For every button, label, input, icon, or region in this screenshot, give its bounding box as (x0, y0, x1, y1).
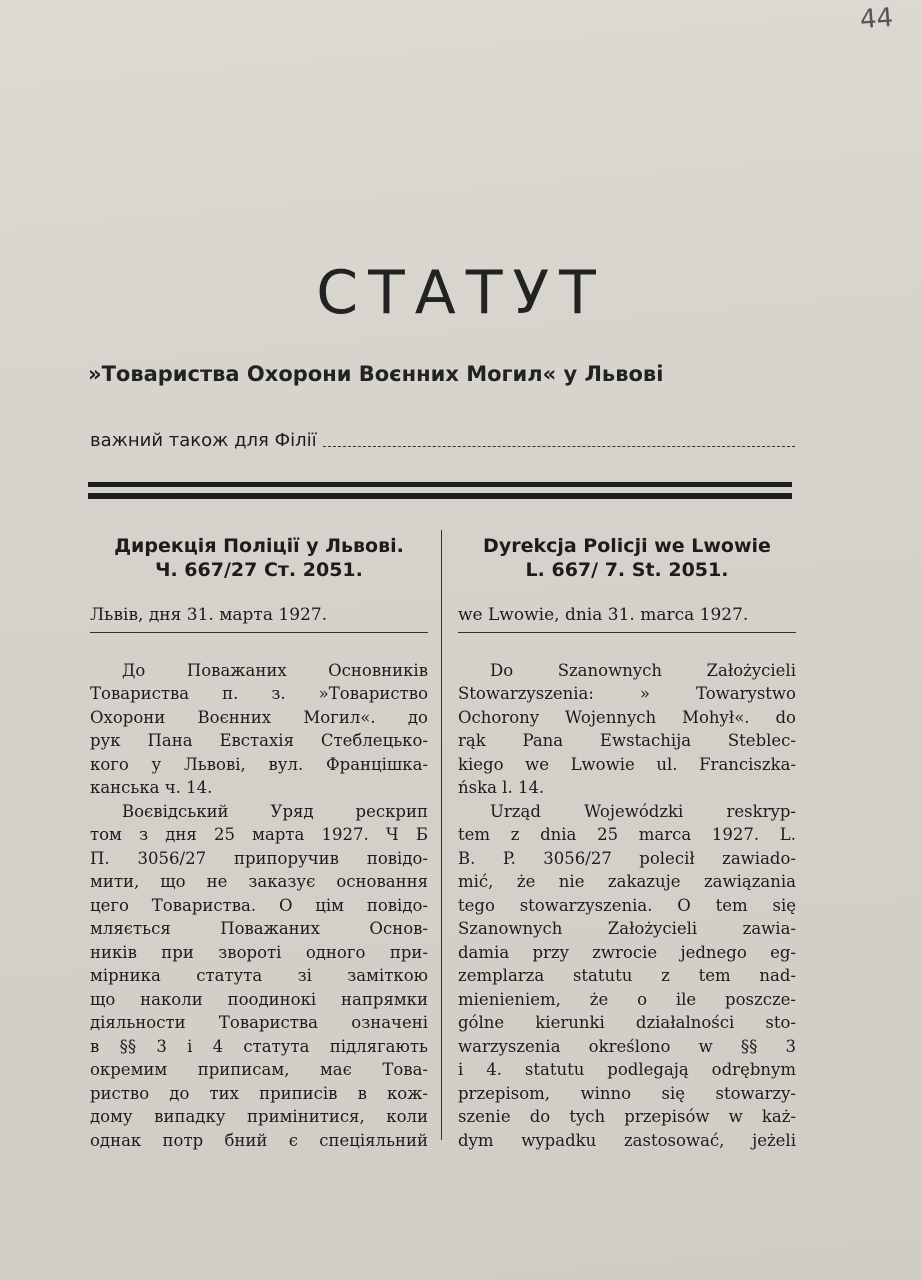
text-line: zemplarza statutu z tem nad- (458, 966, 796, 985)
text-line: ників при звороті одного при- (90, 942, 428, 962)
text-line: окремим приписам, має Това- (90, 1060, 428, 1079)
left-date-rule (90, 632, 428, 633)
text-line: tego stowarzyszenia. O tem się (458, 895, 796, 915)
text-line: цего Товариства. О цім повідо- (90, 895, 428, 915)
text-line: в §§ 3 і 4 статута підлягають (90, 1036, 428, 1056)
text-line: Воєвідський Уряд рескрип (122, 801, 428, 821)
branch-blank-field (323, 446, 795, 447)
text-line: B. P. 3056/27 polecił zawiado- (458, 848, 796, 868)
text-line: мляється Поважаних Основ- (90, 919, 428, 938)
text-line: Urząd Wojewódzki reskryp- (490, 801, 796, 821)
text-line: warzyszenia określono w §§ 3 (458, 1036, 796, 1056)
text-line: рук Пана Евстахія Стеблецько- (90, 731, 428, 750)
text-line: однак потр бний є спеціяльний (90, 1130, 428, 1150)
text-line: damia przy zwrocie jednego eg- (458, 942, 796, 962)
text-line: mienieniem, że o ile poszcze- (458, 989, 796, 1009)
document-subtitle: »Товариства Охорони Воєнних Могил« у Львові (88, 362, 664, 386)
text-line: rąk Pana Ewstachija Stebleс- (458, 731, 796, 750)
text-line: ńska l. 14. (458, 778, 545, 797)
text-line: том з дня 25 марта 1927. Ч Б (90, 825, 428, 844)
text-line: Stowarzyszenia: » Towarystwo (458, 684, 796, 703)
right-date: we Lwowie, dnia 31. marca 1927. (458, 605, 749, 625)
text-line: До Поважаних Основників (122, 660, 428, 680)
text-line: Do Szanownych Założycieli (490, 660, 796, 680)
text-line: кого у Львові, вул. Францішка- (90, 754, 428, 774)
text-line: Ochorony Wojennych Mohył«. do (458, 707, 796, 727)
right-paragraph-2 (458, 800, 796, 1153)
left-paragraph-2 (90, 800, 428, 1153)
text-line: мити, що не заказує основання (90, 872, 428, 891)
branch-label: важний також для Філії (90, 430, 317, 451)
header-rule-bottom (88, 493, 792, 499)
text-line: канська ч. 14. (90, 778, 213, 797)
text-line: i 4. statutu podlegają odrębnym (458, 1060, 796, 1079)
text-line: Охорони Воєнних Могил«. до (90, 707, 428, 727)
text-line: що наколи поодинокі напрямки (90, 989, 428, 1009)
right-column-polish (458, 534, 796, 1152)
column-divider (441, 530, 442, 1140)
handwritten-page-number: 44 (858, 2, 895, 36)
text-line: gólne kierunki działalności sto- (458, 1013, 796, 1032)
left-header-line1: Дирекція Поліції у Львові. (114, 535, 404, 557)
text-line: П. 3056/27 припоручив повідо- (90, 848, 428, 868)
text-line: діяльности Товариства означені (90, 1013, 428, 1032)
text-line: дому випадку примінитися, коли (90, 1107, 428, 1126)
text-line: tem z dnia 25 marca 1927. L. (458, 825, 796, 844)
text-line: риство до тих приписів в кож- (90, 1083, 428, 1103)
left-column-ukrainian (90, 534, 428, 1152)
branch-line (90, 430, 795, 451)
text-line: мірника статута зі заміткою (90, 966, 428, 985)
text-line: kiego we Lwowie ul. Franciszka- (458, 754, 796, 774)
text-line: szenie do tych przepisów w każ- (458, 1107, 796, 1126)
text-line: dym wypadku zastosować, jeżeli (458, 1130, 796, 1150)
text-line: Szanownych Założycieli zawia- (458, 919, 796, 938)
document-title: СТАТУТ (316, 258, 606, 328)
text-line: przepisom, winno się stowarzy- (458, 1083, 796, 1103)
right-header-line2: L. 667/ 7. St. 2051. (525, 559, 729, 581)
text-line: mić, że nie zakazuje zawiązania (458, 872, 796, 891)
left-paragraph-1 (90, 659, 428, 800)
right-date-rule (458, 632, 796, 633)
text-line: Товариства п. з. »Товариство (90, 684, 428, 703)
right-header-line1: Dyrekcja Policji we Lwowie (483, 535, 771, 557)
right-paragraph-1 (458, 659, 796, 800)
left-date: Львів, дня 31. марта 1927. (90, 605, 328, 625)
left-header-line2: Ч. 667/27 Ст. 2051. (155, 559, 363, 581)
header-rule-top (88, 482, 792, 487)
